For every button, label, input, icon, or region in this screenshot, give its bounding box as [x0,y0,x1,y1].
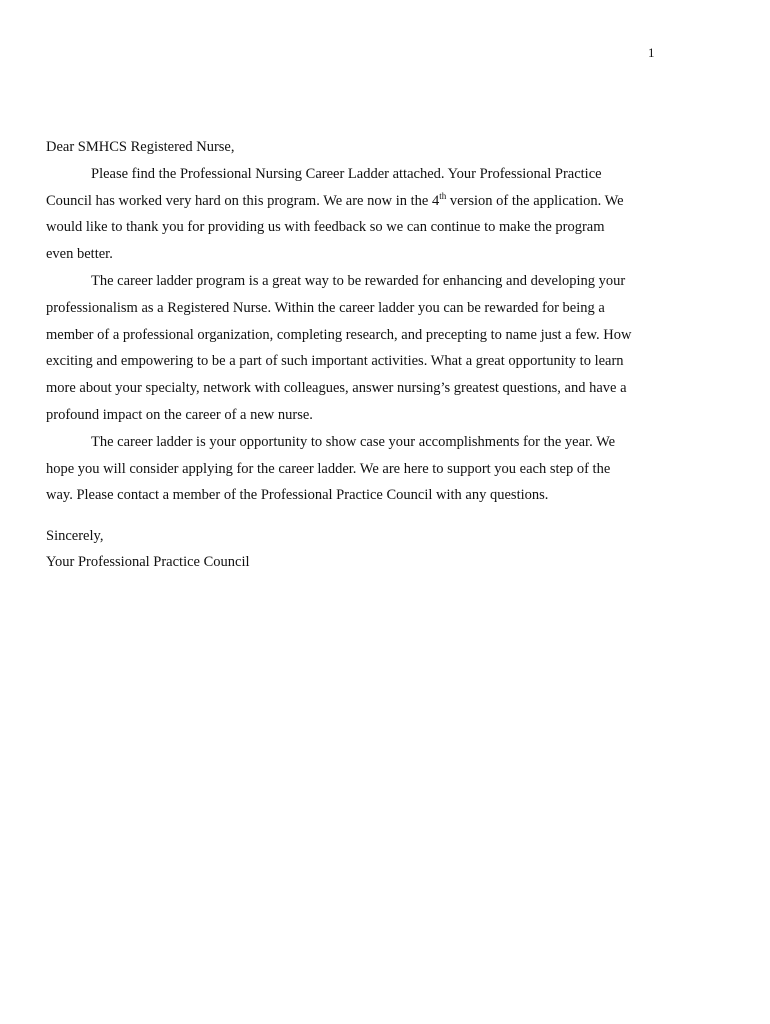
paragraph-2-line-2: professionalism as a Registered Nurse. Within the career ladder you can be rewarded for being a [46,299,605,316]
closing: Sincerely, [46,528,104,545]
paragraph-1-line-3: would like to thank you for providing us with feedback so we can continue to make the program [46,219,605,236]
paragraph-2 [46,268,666,429]
page-number: 1 [648,45,655,60]
paragraph-1-line-1: Please find the Professional Nursing Career Ladder attached. Your Professional Practice [91,165,602,182]
paragraph-1-line-2-rest: version of the application. We [446,192,624,209]
paragraph-1-line-4: even better. [46,246,113,263]
paragraph-2-line-6: profound impact on the career of a new nurse. [46,406,313,423]
paragraph-1-line-2 [46,188,666,215]
closing-block [46,523,666,575]
paragraph-1-line-2-text: Council has worked very hard on this program. We are now in the 4 [46,192,440,209]
paragraph-3-line-3: way. Please contact a member of the Professional Practice Council with any questions. [46,487,549,504]
paragraph-2-line-5: more about your specialty, network with colleagues, answer nursing’s greatest questions, and have a [46,380,627,397]
paragraph-3-line-1: The career ladder is your opportunity to show case your accomplishments for the year. We [91,433,616,450]
paragraph-1 [46,161,666,268]
signature: Your Professional Practice Council [46,554,250,571]
letter-body [46,134,666,575]
ordinal-superscript: th [439,190,447,201]
paragraph-2-line-3: member of a professional organization, completing research, and precepting to name just a few. How [46,326,632,343]
paragraph-2-line-4: exciting and empowering to be a part of such important activities. What a great opportunity to learn [46,353,624,370]
paragraph-3 [46,429,666,509]
paragraph-2-line-1: The career ladder program is a great way to be rewarded for enhancing and developing your [91,272,626,289]
salutation: Dear SMHCS Registered Nurse, [46,139,235,155]
paragraph-3-line-2: hope you will consider applying for the career ladder. We are here to support you each step of the [46,460,611,477]
